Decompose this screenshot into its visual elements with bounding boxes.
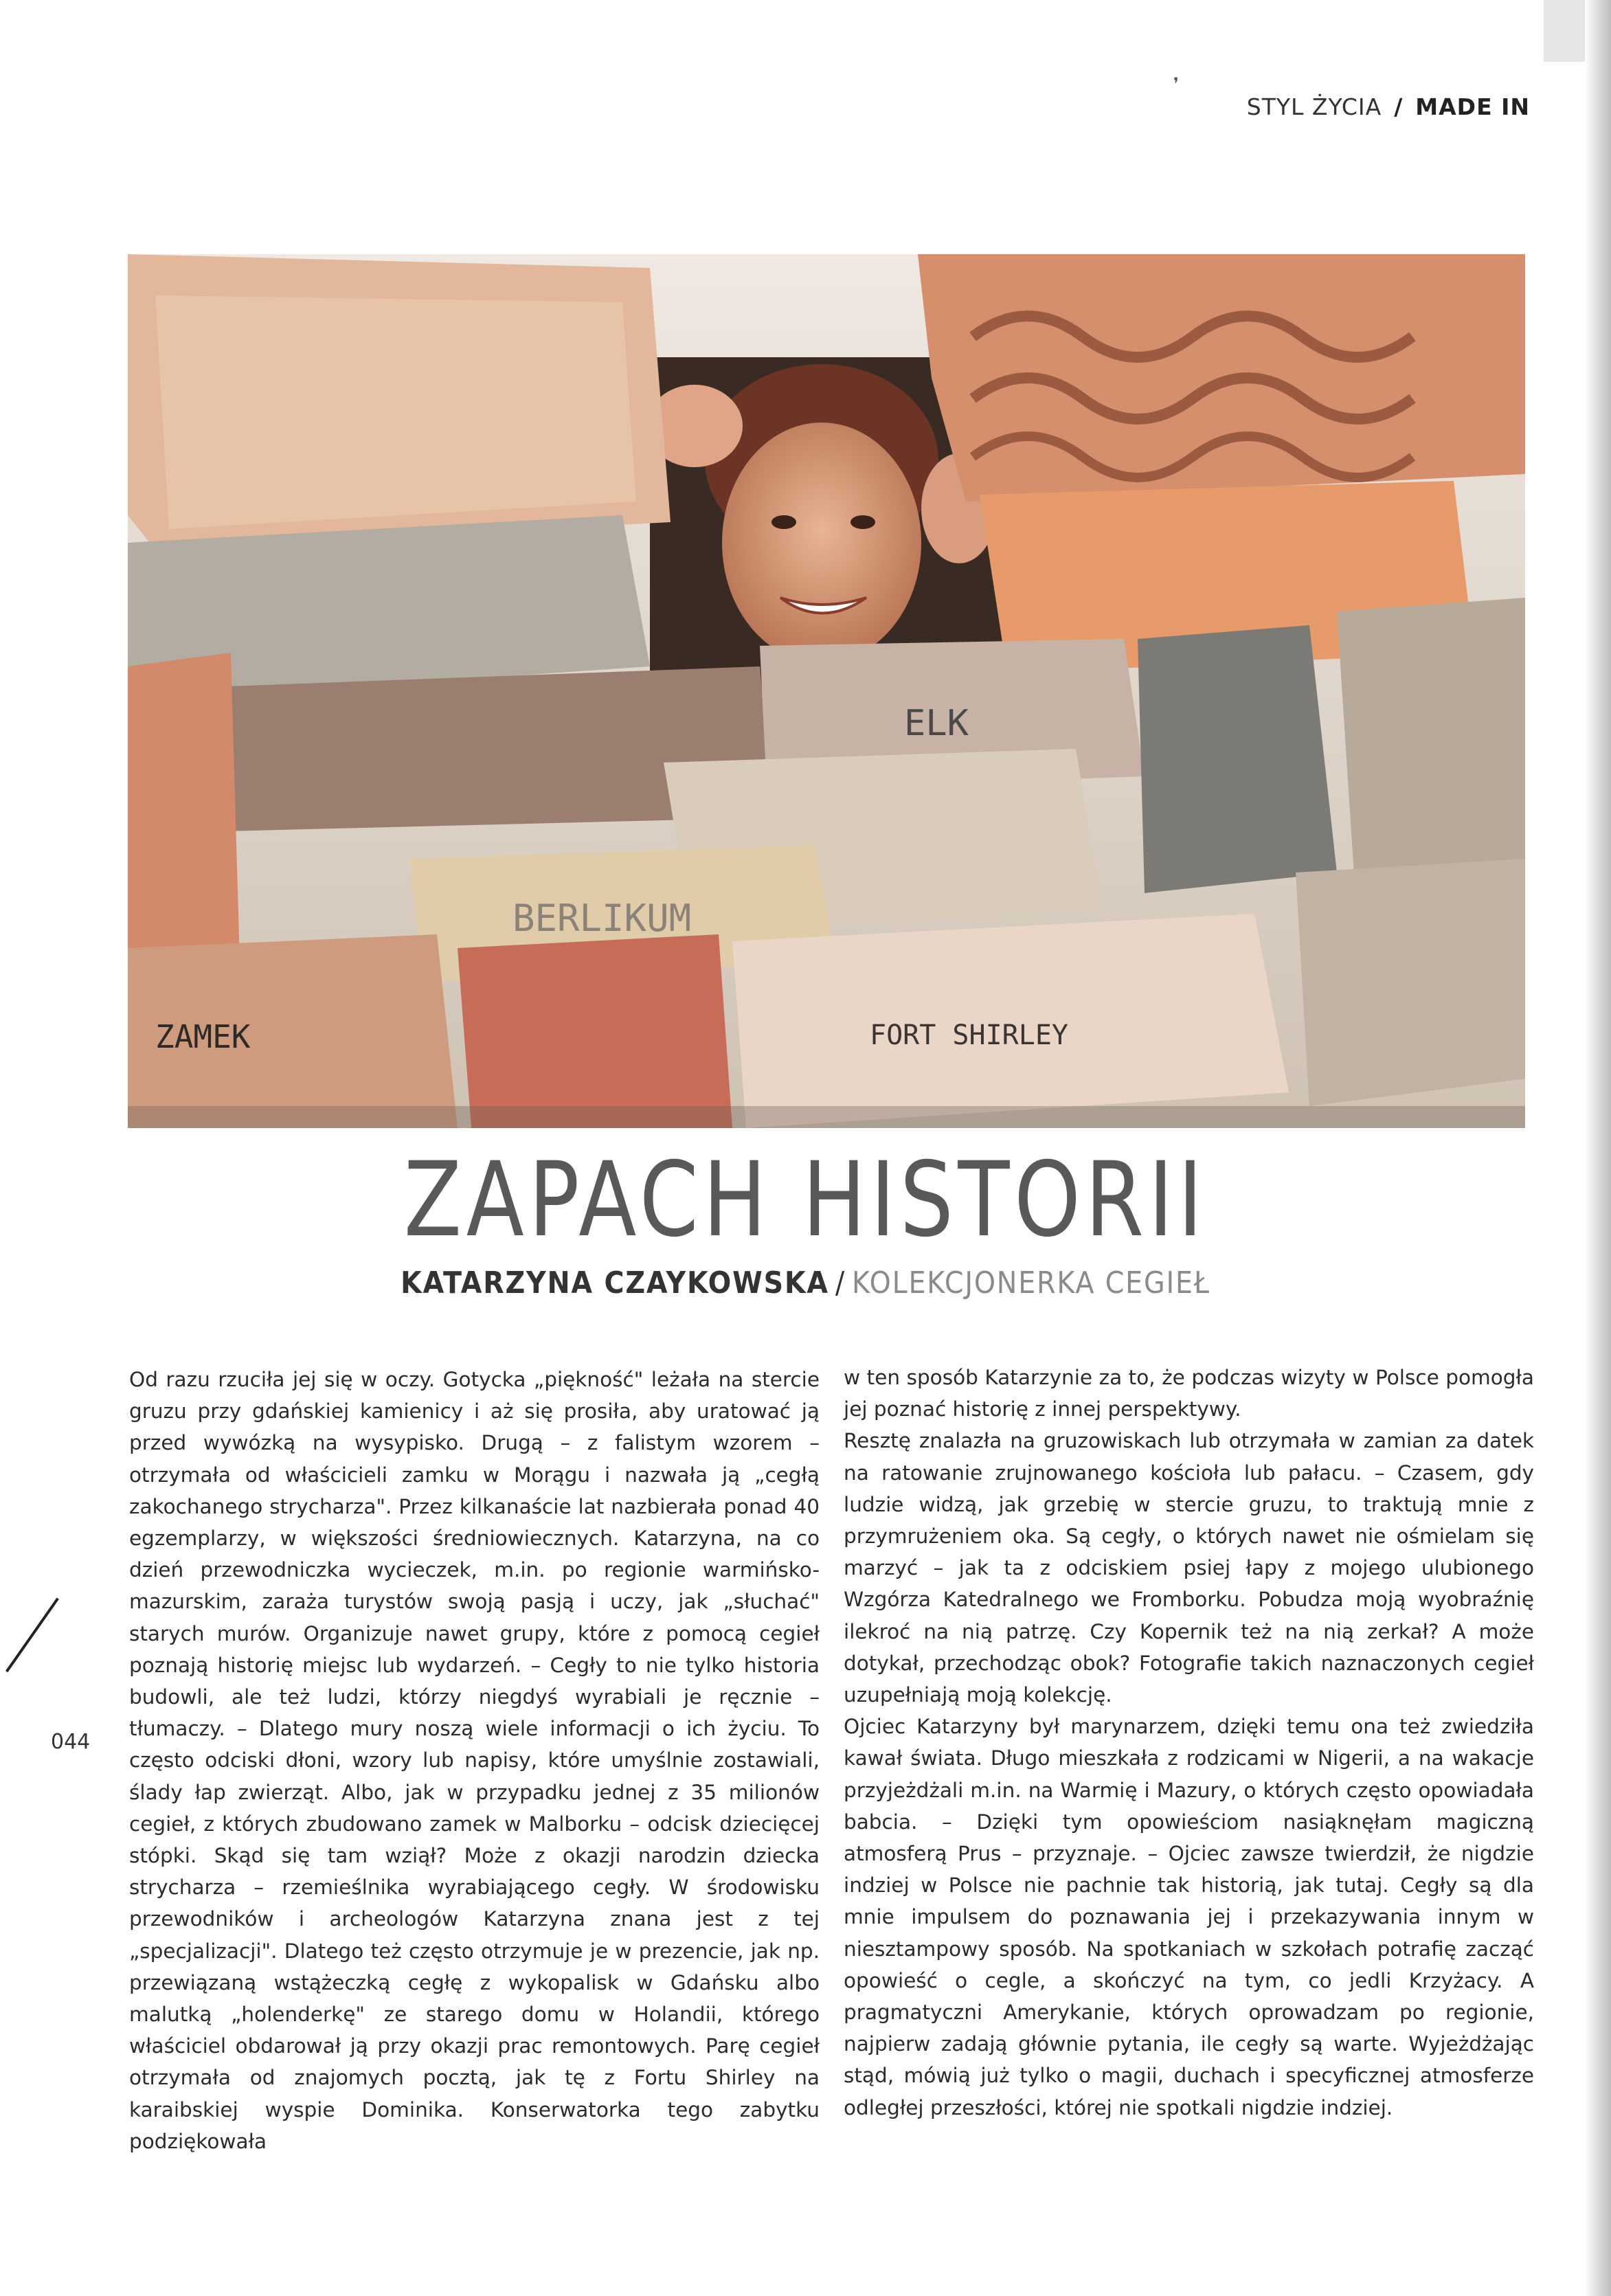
header-separator: / — [1394, 93, 1404, 120]
subtitle-separator: / — [835, 1265, 846, 1301]
article-title: ZAPACH HISTORII — [403, 1140, 1208, 1260]
hero-photo — [128, 254, 1525, 1128]
page-number: 044 — [51, 1730, 91, 1754]
header-column: MADE IN — [1415, 93, 1530, 120]
article-column-right — [844, 1362, 1534, 2124]
header-section: STYL ŻYCIA — [1246, 93, 1382, 120]
page-gutter-shadow — [1585, 0, 1611, 2296]
brick-inscription-elk: ELK — [904, 703, 969, 744]
paragraph: Od razu rzuciła jej się w oczy. Gotycka „piękność" leżała na stercie gruzu przy gdańskiej kamienicy i aż się prosiła, aby uratować ją przed wywózką na wysypisko. Drugą – z falistym wzorem – otrzymała od właścicieli zamku w Morągu i nazwała ją „cegłą zakochanego strycharza". Przez kilkanaście lat nazbierała ponad 40 egzemplarzy, w większości średniowiecznych. Katarzyna, na co dzień przewodniczka wycieczek, m.in. po regionie warmińsko-mazurskim, zaraża turystów swoją pasją i uczy, jak „słuchać" starych murów. Organizuje nawet grupy, które z pomocą cegieł poznają historię miejsc lub wydarzeń. – Cegły to nie tylko historia budowli, ale też ludzi, którzy niegdyś wyrabiali je ręcznie – tłumaczy. – Dlatego mury noszą wiele informacji o ich życiu. To często odciski dłoni, wzory lub napisy, które umyślnie zostawiali, ślady łap zwierząt. Albo, jak w przypadku jednej z 35 milionów cegieł, z których zbudowano zamek w Malborku – odcisk dziecięcej stópki. Skąd się tam wziął? Może z okazji narodzin dziecka strycharza – rzemieślnika wyrabiającego cegły. W środowisku przewodników i archeologów Katarzyna znana jest z tej „specjalizacji". Dlatego też często otrzymuje je w prezencie, jak np. przewiązaną wstążeczką cegłę z wykopalisk w Gdańsku albo malutką „holenderkę" ze starego domu w Holandii, którego właściciel obdarował ją przy okazji prac remontowych. Parę cegieł otrzymała od znajomych pocztą, jak tę z Fortu Shirley na karaibskiej wyspie Dominika. Konserwatorka tego zabytku podziękowała — [129, 1368, 820, 2153]
article-subtitle — [80, 1265, 1531, 1301]
paragraph: Resztę znalazła na gruzowiskach lub otrzymała w zamian za datek na ratowanie zrujnowanego kościoła lub pałacu. – Czasem, gdy ludzie widzą, jak grzebię w stercie gruzu, to traktują mnie z przymrużeniem oka. Są cegły, o których nawet nie ośmielam się marzyć – jak ta z odciskiem psiej łapy z mojego ulubionego Wzgórza Katedralnego we Fromborku. Pobudza moją wyobraźnię ilekroć na nią patrzę. Czy Kopernik też na nią zerkał? A może dotykał, przechodząc obok? Fotografie takich naznaczonych cegieł uzupełniają moją kolekcję. — [844, 1429, 1534, 1707]
subtitle-name: KATARZYNA CZAYKOWSKA — [401, 1265, 829, 1301]
article-column-left — [129, 1364, 820, 2157]
brick-inscription-zamek: ZAMEK — [155, 1018, 251, 1055]
paragraph: Ojciec Katarzyny był marynarzem, dzięki temu ona też zwiedziła kawał świata. Długo mieszkała z rodzicami w Nigerii, a na wakacje przyjeżdżali m.in. na Warmię i Mazury, o których często opowiadała babcia. – Dzięki tym opowieściom nasiąknęłam magiczną atmosferą Prus – przyznaje. – Ojciec zawsze twierdził, że nigdzie indziej w Polsce nie pachnie tak historią, jak tutaj. Cegły są dla mnie impulsem do poznawania jej i przekazywania innym w niesztampowy sposób. Na spotkaniach w szkołach potrafię zacząć opowieść o cegle, a skończyć na tym, co jedli Krzyżacy. A pragmatyczni Amerykanie, których oprowadzam po regionie, najpierw zadają głównie pytania, ile cegły są warte. Wyjeżdżając stąd, mówią już tylko o magii, duchach i specyficznej atmosferze odległej przeszłości, której nie spotkali nigdzie indziej. — [844, 1715, 1534, 2119]
subtitle-role: KOLEKCJONERKA CEGIEŁ — [852, 1265, 1210, 1301]
folio-slash — [5, 1598, 59, 1673]
print-speck: ❜ — [1173, 74, 1179, 93]
brick-inscription-berlikum: BERLIKUM — [512, 897, 692, 940]
scan-edge — [1544, 0, 1585, 62]
brick-inscription-fort-shirley: FORT SHIRLEY — [870, 1020, 1068, 1051]
section-header — [1247, 93, 1530, 120]
paragraph: w ten sposób Katarzynie za to, że podczas wizyty w Polsce pomogła jej poznać historię z innej perspektywy. — [844, 1366, 1534, 1421]
bricks-portrait-illustration — [128, 254, 1525, 1128]
